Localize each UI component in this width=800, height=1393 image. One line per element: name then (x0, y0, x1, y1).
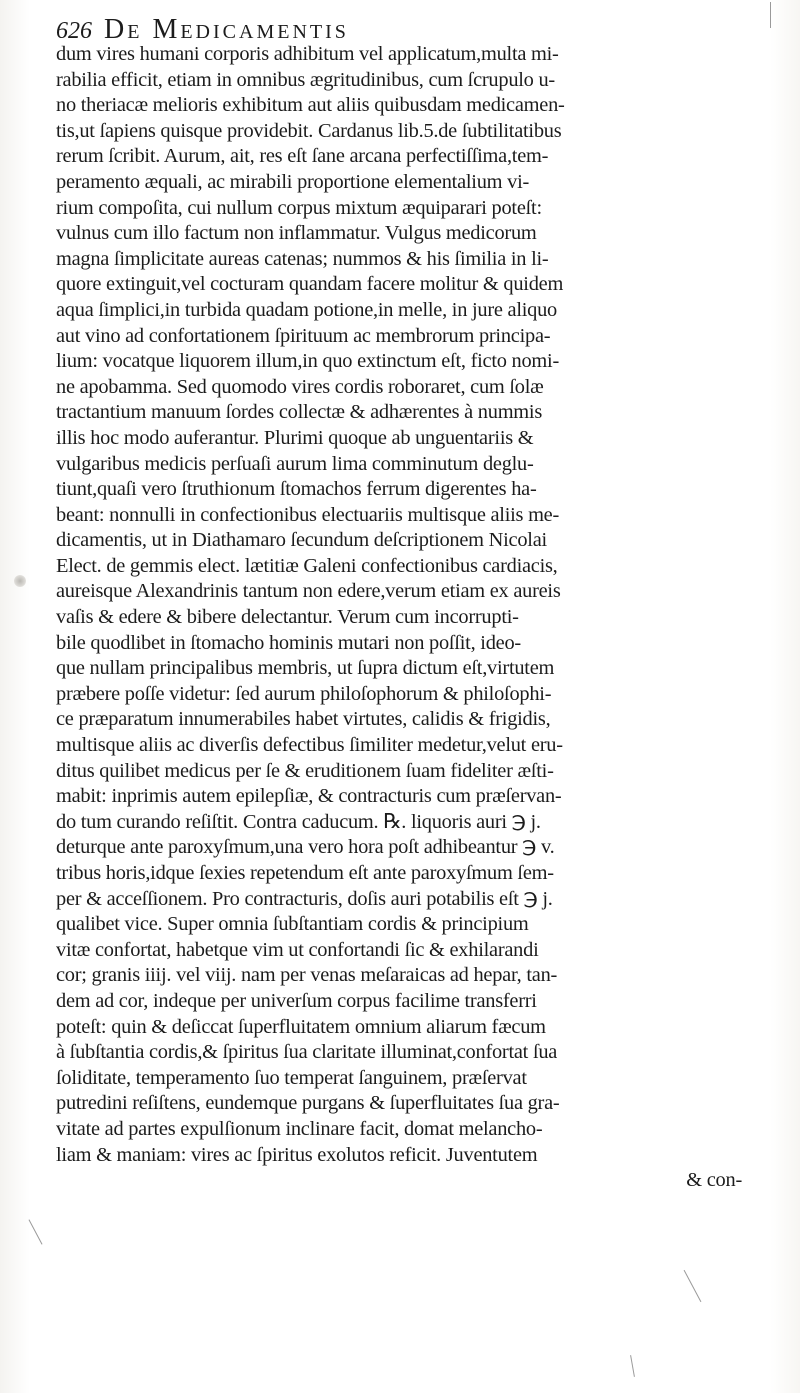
page-header (56, 14, 756, 44)
text-line: præbere poſſe videtur: ſed aurum philoſophorum & philoſophi- (56, 682, 552, 705)
text-line: do tum curando reſiſtit. Contra caducum. ℞. liquoris auri ℈ j. (56, 810, 541, 833)
text-line: ſoliditate, temperamento ſuo temperat ſanguinem, præſervat (56, 1066, 527, 1089)
text-line: lium: vocatque liquorem illum,in quo extinctum eſt, ficto nomi- (56, 350, 559, 373)
text-line: beant: nonnulli in confectionibus electuariis multisque aliis me- (56, 503, 560, 526)
text-line: putredini reſiſtens, eundemque purgans & ſuperfluitates ſua gra- (56, 1092, 560, 1115)
body-text (56, 42, 772, 1194)
running-title: De Medicamentis (104, 14, 349, 45)
text-line: tiunt,quaſi vero ſtruthionum ſtomachos ferrum digerentes ha- (56, 478, 537, 501)
binding-hole-mark (14, 575, 26, 587)
text-line: dem ad cor, indeque per univerſum corpus facilime transferri (56, 989, 537, 1012)
text-line: cor; granis iiij. vel viij. nam per venas meſaraicas ad hepar, tan- (56, 964, 558, 987)
text-line: ditus quilibet medicus per ſe & eruditionem ſuam fideliter æſti- (56, 759, 554, 782)
paper-crease-mark (770, 2, 771, 28)
text-line: vitate ad partes expulſionum inclinare facit, domat melancho- (56, 1117, 543, 1140)
text-line: que nullam principalibus membris, ut ſupra dictum eſt,virtutem (56, 657, 555, 680)
text-line: dicamentis, ut in Diathamaro ſecundum deſcriptionem Nicolai (56, 529, 547, 552)
text-line: rabilia efficit, etiam in omnibus ægritudinibus, cum ſcrupulo u- (56, 68, 555, 91)
page-number: 626 (56, 18, 92, 44)
paper-crease-mark (630, 1355, 635, 1377)
text-line: peramento æquali, ac mirabili proportione elementalium vi- (56, 170, 530, 193)
text-line: tis,ut ſapiens quisque providebit. Cardanus lib.5.de ſubtilitatibus (56, 119, 562, 142)
text-line: rium compoſita, cui nullum corpus mixtum æquiparari poteſt: (56, 196, 542, 219)
text-line: vulgaribus medicis perſuaſi aurum lima comminutum deglu- (56, 452, 534, 475)
text-line: multisque aliis ac diverſis defectibus ſimiliter medetur,velut eru- (56, 734, 563, 757)
text-line: qualibet vice. Super omnia ſubſtantiam cordis & principium (56, 913, 529, 936)
text-line: à ſubſtantia cordis,& ſpiritus ſua claritate illuminat,confortat ſua (56, 1041, 558, 1064)
text-line: liam & maniam: vires ac ſpiritus exolutos reficit. Juventutem (56, 1143, 538, 1166)
text-line: Elect. de gemmis elect. lætitiæ Galeni confectionibus cardiacis, (56, 554, 558, 577)
text-line: dum vires humani corporis adhibitum vel applicatum,multa mi- (56, 43, 559, 65)
text-line: deturque ante paroxyſmum,una vero hora poſt adhibeantur ℈ v. (56, 836, 555, 859)
text-line: mabit: inprimis autem epilepſiæ, & contracturis cum præſervan- (56, 785, 562, 808)
text-line: aureisque Alexandrinis tantum non edere,verum etiam ex aureis (56, 580, 561, 603)
text-line: vaſis & edere & bibere delectantur. Verum cum incorrupti- (56, 606, 519, 629)
text-line: vitæ confortat, habetque vim ut confortandi ſic & exhilarandi (56, 938, 539, 961)
text-line: quore extinguit,vel cocturam quandam facere molitur & quidem (56, 273, 564, 296)
text-line: ne apobamma. Sed quomodo vires cordis roboraret, cum ſolæ (56, 375, 544, 398)
text-line: aut vino ad confortationem ſpirituum ac membrorum principa- (56, 324, 551, 347)
text-line: illis hoc modo auferantur. Plurimi quoque ab unguentariis & (56, 426, 534, 449)
text-line: poteſt: quin & deſiccat ſuperfluitatem omnium aliarum fæcum (56, 1015, 546, 1038)
text-line: magna ſimplicitate aureas catenas; nummos & his ſimilia in li- (56, 247, 549, 270)
text-line: per & acceſſionem. Pro contracturis, doſis auri potabilis eſt ℈ j. (56, 887, 553, 910)
text-line: tribus horis,idque ſexies repetendum eſt ante paroxyſmum ſem- (56, 862, 554, 884)
catchword: & con- (686, 1169, 742, 1192)
paper-crease-mark (684, 1270, 702, 1302)
text-line: vulnus cum illo factum non inflammatur. Vulgus medicorum (56, 222, 537, 245)
text-line: tractantium manuum ſordes collectæ & adhærentes à nummis (56, 401, 543, 424)
paper-crease-mark (28, 1219, 42, 1244)
text-line: no theriacæ melioris exhibitum aut aliis quibusdam medicamen- (56, 94, 565, 117)
text-line: bile quodlibet in ſtomacho hominis mutari non poſſit, ideo- (56, 631, 521, 654)
text-line: rerum ſcribit. Aurum, ait, res eſt ſane arcana perfectiſſima,tem- (56, 145, 549, 168)
text-line: aqua ſimplici,in turbida quadam potione,in melle, in jure aliquo (56, 298, 558, 321)
text-line: ce præparatum innumerabiles habet virtutes, calidis & frigidis, (56, 708, 551, 731)
